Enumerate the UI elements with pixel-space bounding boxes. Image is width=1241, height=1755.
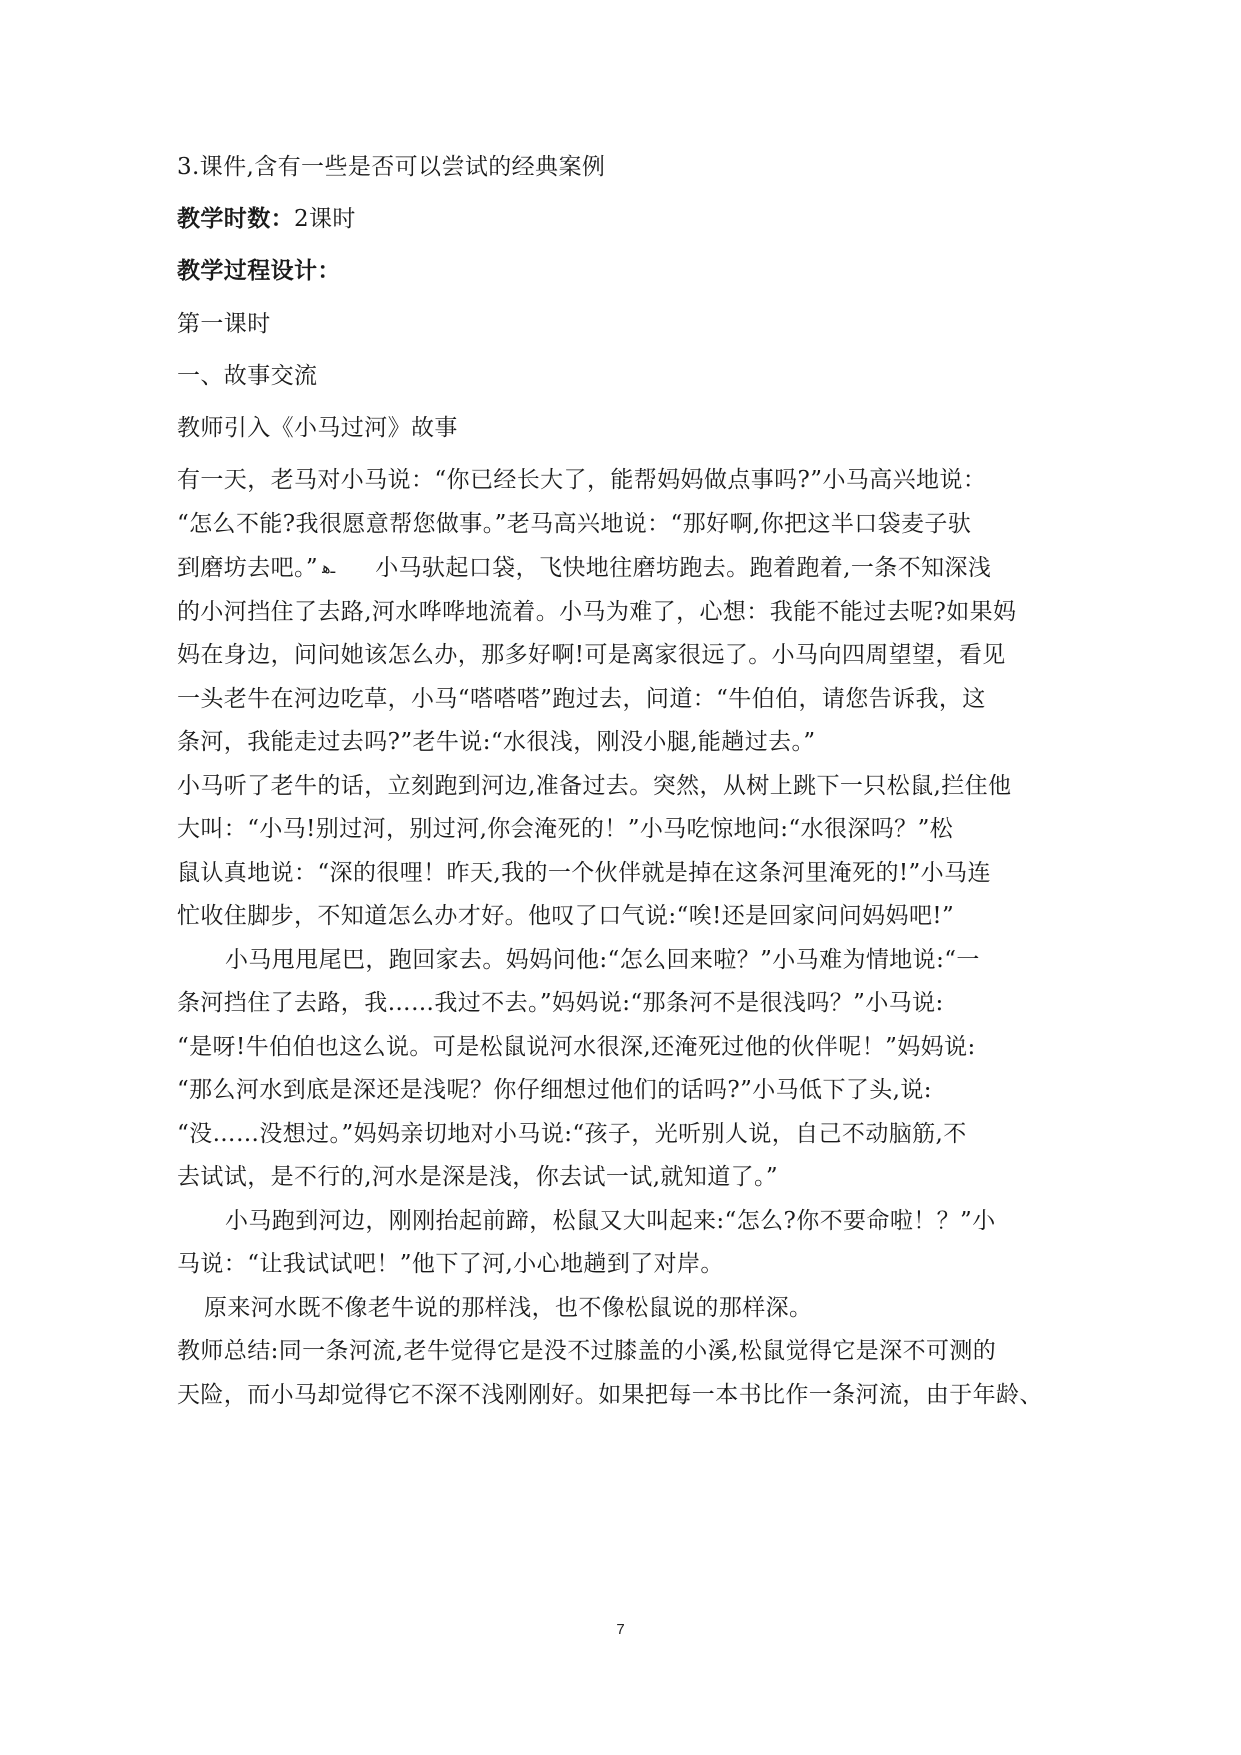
line-27: 天险，而小马却觉得它不深不浅刚刚好。如果把每一本书比作一条河流，由于年龄、	[177, 1382, 1043, 1408]
stray-mark-icon: ـﻫ	[322, 558, 336, 577]
line-18: 条河挡住了去路，我……我过不去。”妈妈说:“那条河不是很浅吗？”小马说:	[177, 990, 944, 1016]
line-7: “怎么不能?我很愿意帮您做事。”老马高兴地说：“那好啊,你把这半口袋麦子驮	[177, 511, 972, 537]
line-8-continuation: 小马驮起口袋，飞快地往磨坊跑去。跑着跑着,一条不知深浅	[375, 555, 992, 581]
teaching-hours-label: 教学时数：	[177, 205, 294, 232]
line-21: “没……没想过。”妈妈亲切地对小马说:“孩子，光听别人说，自己不动脑筋,不	[177, 1121, 967, 1147]
teaching-hours-value: 2课时	[294, 206, 356, 232]
line-15: 鼠认真地说：“深的很哩！昨天,我的一个伙伴就是掉在这条河里淹死的!”小马连	[177, 860, 991, 886]
line-6: 有一天，老马对小马说：“你已经长大了，能帮妈妈做点事吗?”小马高兴地说：	[177, 467, 987, 493]
line-23: 小马跑到河边，刚刚抬起前蹄，松鼠又大叫起来:“怎么?你不要命啦！？”小	[225, 1208, 996, 1234]
line-22: 去试试，是不行的,河水是深是浅，你去试一试,就知道了。”	[177, 1164, 779, 1190]
line-16: 忙收住脚步，不知道怎么办才好。他叹了口气说:“唉!还是回家问问妈妈吧!”	[177, 903, 955, 929]
line-5: 教师引入《小马过河》故事	[177, 415, 458, 441]
line-12: 条河，我能走过去吗?”老牛说:“水很浅，刚没小腿,能趟过去。”	[177, 729, 816, 755]
line-11: 一头老牛在河边吃草，小马“嗒嗒嗒”跑过去，问道：“牛伯伯，请您告诉我，这	[177, 686, 986, 712]
page-number: 7	[616, 1621, 625, 1638]
line-8	[177, 553, 991, 583]
line-2: 教学过程设计：	[177, 257, 341, 284]
line-14: 大叫：“小马!别过河，别过河,你会淹死的！”小马吃惊地问:“水很深吗？”松	[177, 816, 954, 842]
line-1	[177, 204, 356, 234]
line-20: “那么河水到底是深还是浅呢？你仔细想过他们的话吗?”小马低下了头,说:	[177, 1077, 932, 1103]
line-19: “是呀!牛伯伯也这么说。可是松鼠说河水很深,还淹死过他的伙伴呢！”妈妈说:	[177, 1034, 976, 1060]
line-10: 妈在身边，问问她该怎么办，那多好啊!可是离家很远了。小马向四周望望，看见	[177, 642, 1006, 668]
line-0: 3.课件,含有一些是否可以尝试的经典案例	[177, 154, 606, 180]
line-26: 教师总结:同一条河流,老牛觉得它是没不过膝盖的小溪,松鼠觉得它是深不可测的	[177, 1338, 997, 1364]
line-17: 小马甩甩尾巴，跑回家去。妈妈问他:“怎么回来啦？”小马难为情地说:“一	[225, 947, 980, 973]
line-24: 马说：“让我试试吧！”他下了河,小心地趟到了对岸。	[177, 1251, 724, 1277]
line-3: 第一课时	[177, 311, 271, 337]
line-13: 小马听了老牛的话，立刻跑到河边,准备过去。突然，从树上跳下一只松鼠,拦住他	[177, 773, 1012, 799]
line-4: 一、故事交流	[177, 363, 318, 389]
line-9: 的小河挡住了去路,河水哗哗地流着。小马为难了，心想：我能不能过去呢?如果妈	[177, 599, 1017, 625]
line-8-start: 到磨坊去吧。”	[177, 555, 319, 581]
line-25: 原来河水既不像老牛说的那样浅，也不像松鼠说的那样深。	[204, 1295, 813, 1321]
